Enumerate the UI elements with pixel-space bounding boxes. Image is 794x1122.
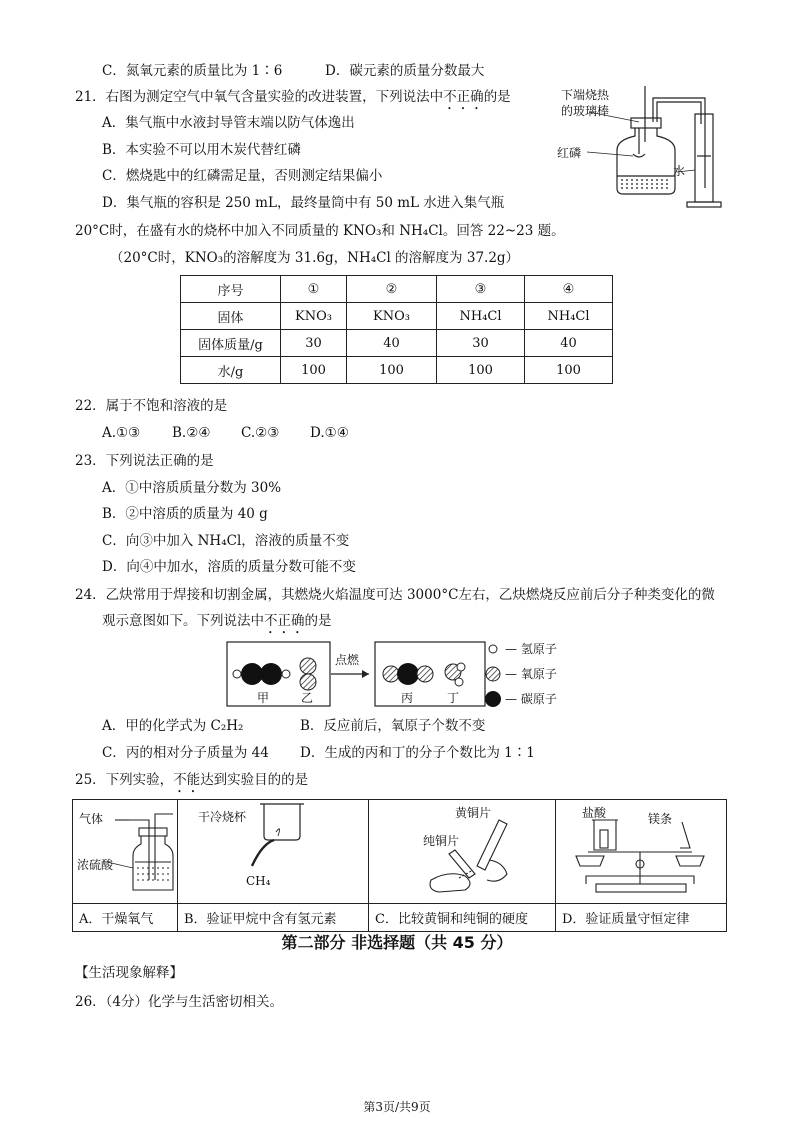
legend-carbon: — 碳原子 (505, 692, 557, 706)
rod-label-2: 的玻璃棒 (561, 104, 610, 118)
table-cell: 固体 (181, 303, 281, 330)
methane-label: CH₄ (246, 874, 271, 888)
ignition-label: 点燃 (335, 653, 360, 667)
q21-option-d: D．集气瓶的容积是 250 mL，最终量筒中有 50 mL 水进入集气瓶 (102, 195, 505, 211)
table-cell: 100 (525, 357, 613, 384)
experiment-a-figure (73, 800, 178, 904)
gas-label: 气体 (79, 812, 104, 826)
q24-option-d: D．生成的丙和丁的分子个数比为 1∶1 (300, 745, 535, 761)
phosphorus-label: 红磷 (557, 146, 582, 160)
table-header-row (181, 276, 613, 303)
legend-oxygen: — 氧原子 (505, 667, 557, 681)
q21-option-a: A．集气瓶中水液封导管末端以防气体逸出 (102, 115, 355, 131)
experiment-table (72, 799, 727, 932)
table-header: ③ (437, 276, 525, 303)
experiment-b-figure (178, 800, 369, 904)
q25-stem: 25．下列实验，不能达到实验目的的是 (75, 772, 309, 788)
table-cell: 30 (281, 330, 347, 357)
table-header: ④ (525, 276, 613, 303)
q26-stem: 26．（4分）化学与生活密切相关。 (75, 994, 284, 1010)
table-cell: KNO₃ (347, 303, 437, 330)
table-cell: 40 (347, 330, 437, 357)
table-row (181, 357, 613, 384)
section-title: 第二部分 非选择题（共 45 分） (281, 933, 513, 952)
experiment-b-caption: B．验证甲烷中含有氢元素 (178, 904, 369, 932)
table-cell: NH₄Cl (437, 303, 525, 330)
reaction-diagram (225, 636, 610, 712)
yi-label: 乙 (301, 691, 314, 705)
subsection-title: 【生活现象解释】 (75, 965, 183, 981)
q22-option-d: D.①④ (310, 425, 349, 441)
table-header: 序号 (181, 276, 281, 303)
q24-stem-line2: 观示意图如下。下列说法中不正确的是 (102, 613, 332, 629)
table-cell: KNO₃ (281, 303, 347, 330)
q23-option-c: C．向③中加入 NH₄Cl，溶液的质量不变 (102, 533, 350, 549)
q22-option-a: A.①③ (102, 425, 141, 441)
bing-label: 丙 (401, 691, 414, 705)
magnesium-label: 镁条 (648, 812, 673, 826)
hydrochloric-acid-label: 盐酸 (582, 806, 607, 820)
ding-label: 丁 (447, 691, 460, 705)
rod-label: 下端烧热 (561, 88, 610, 102)
table-row (181, 330, 613, 357)
table-cell: 100 (347, 357, 437, 384)
table-cell: 100 (437, 357, 525, 384)
experiment-a-caption: A．干燥氧气 (73, 904, 178, 932)
legend-hydrogen: — 氢原子 (505, 642, 557, 656)
table-row (181, 303, 613, 330)
pure-copper-label: 纯铜片 (423, 834, 460, 848)
q24-option-b: B．反应前后，氧原子个数不变 (300, 718, 486, 734)
q23-option-a: A．①中溶质质量分数为 30% (102, 480, 282, 496)
q20-option-c: C．氮氧元素的质量比为 1∶6 (102, 63, 283, 79)
table-cell: 30 (437, 330, 525, 357)
experiment-d-caption: D．验证质量守恒定律 (556, 904, 727, 932)
q24-option-a: A．甲的化学式为 C₂H₂ (102, 718, 244, 734)
sulfuric-acid-label: 浓硫酸 (77, 858, 114, 872)
solubility-table (180, 275, 613, 384)
q23-stem: 23．下列说法正确的是 (75, 453, 214, 469)
experiment-c-caption: C．比较黄铜和纯铜的硬度 (369, 904, 556, 932)
q21-stem: 21．右图为测定空气中氧气含量实验的改进装置，下列说法中不正确的是 (75, 89, 511, 105)
q24-stem-line1: 24．乙炔常用于焊接和切割金属，其燃烧火焰温度可达 3000°C左右，乙炔燃烧反应前后分子种类变化的微 (75, 587, 715, 603)
page-footer: 第3页/共9页 (363, 1100, 431, 1114)
intro-22-23: 20°C时，在盛有水的烧杯中加入不同质量的 KNO₃和 NH₄Cl。回答 22~23 题。 (75, 223, 565, 239)
jia-label: 甲 (257, 691, 270, 705)
table-cell: 水/g (181, 357, 281, 384)
q21-option-c: C．燃烧匙中的红磷需足量，否则测定结果偏小 (102, 168, 383, 184)
q22-option-c: C.②③ (241, 425, 280, 441)
q24-option-c: C．丙的相对分子质量为 44 (102, 745, 269, 761)
brass-label: 黄铜片 (455, 806, 492, 820)
q22-option-b: B.②④ (172, 425, 211, 441)
q23-option-b: B．②中溶质的质量为 40 g (102, 506, 268, 522)
table-cell: 40 (525, 330, 613, 357)
q23-option-d: D．向④中加水，溶质的质量分数可能不变 (102, 559, 356, 575)
q22-stem: 22．属于不饱和溶液的是 (75, 398, 228, 414)
solubility-note: （20°C时，KNO₃的溶解度为 31.6g，NH₄Cl 的溶解度为 37.2g） (110, 250, 520, 266)
table-header: ① (281, 276, 347, 303)
q20-option-d: D．碳元素的质量分数最大 (325, 63, 485, 79)
experiment-d-figure (556, 800, 727, 904)
oxygen-apparatus-figure (555, 84, 735, 212)
dry-cold-beaker-label: 干冷烧杯 (198, 810, 247, 824)
table-cell: NH₄Cl (525, 303, 613, 330)
table-header: ② (347, 276, 437, 303)
table-cell: 100 (281, 357, 347, 384)
water-label: 水 (673, 164, 686, 178)
experiment-c-figure (369, 800, 556, 904)
table-cell: 固体质量/g (181, 330, 281, 357)
q21-option-b: B．本实验不可以用木炭代替红磷 (102, 142, 301, 158)
